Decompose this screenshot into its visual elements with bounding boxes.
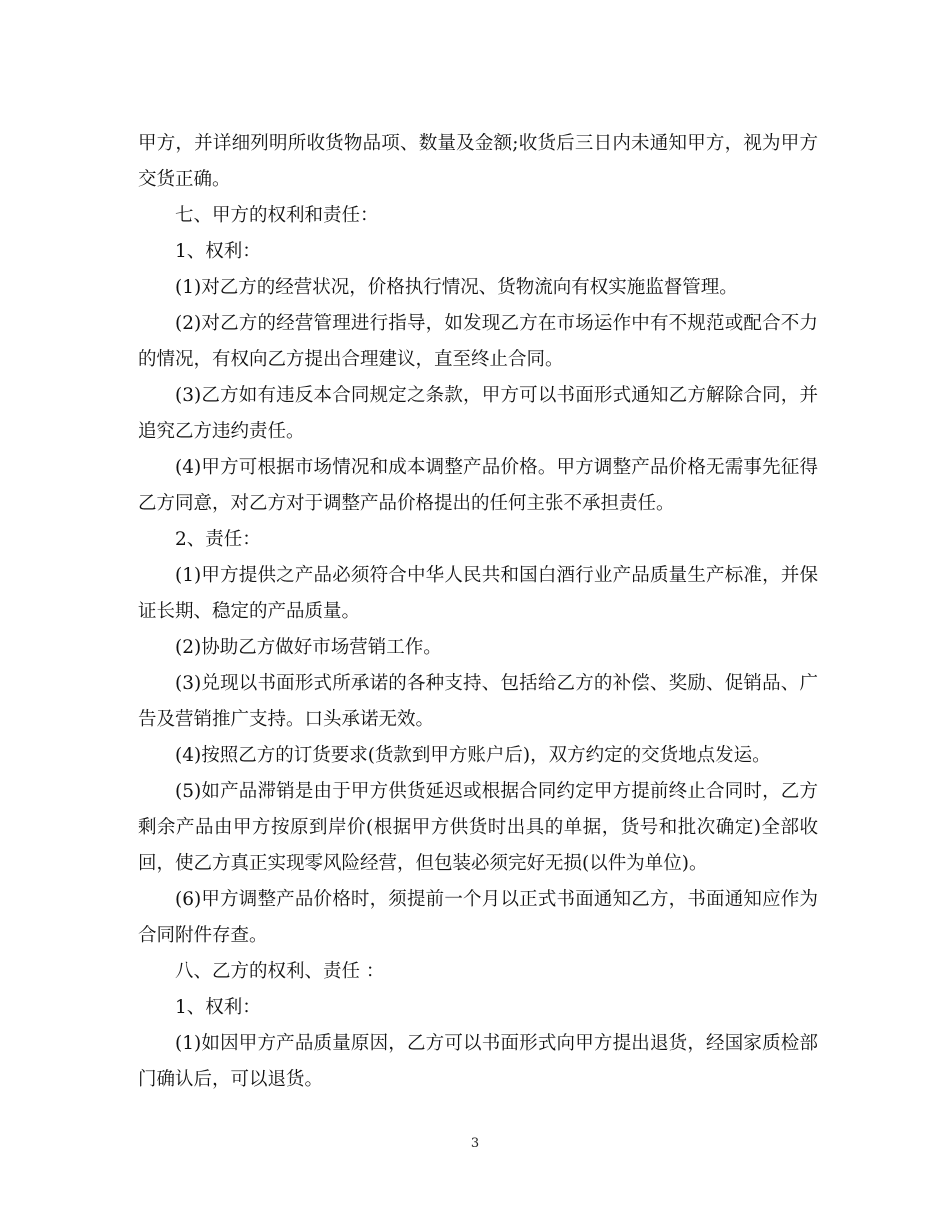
paragraph: (5)如产品滞销是由于甲方供货延迟或根据合同约定甲方提前终止合同时，乙方剩余产品由甲方按原到岸价(根据甲方供货时出具的单据，货号和批次确定)全部收回，使乙方真正实现零风险经营，但包装必须完好无损(以件为单位)。: [138, 781, 818, 874]
paragraph: (1)如因甲方产品质量原因，乙方可以书面形式向甲方提出退货，经国家质检部门确认后，可以退货。: [138, 1033, 818, 1090]
paragraph: (4)按照乙方的订货要求(货款到甲方账户后)，双方约定的交货地点发运。: [175, 745, 771, 766]
paragraph: (3)兑现以书面形式所承诺的各种支持、包括给乙方的补偿、奖励、促销品、广告及营销推广支持。口头承诺无效。: [138, 673, 818, 730]
paragraph: (2)协助乙方做好市场营销工作。: [175, 637, 442, 658]
paragraph: (6)甲方调整产品价格时，须提前一个月以正式书面通知乙方，书面通知应作为合同附件存查。: [138, 889, 818, 946]
subheading-rights: 1、权利：: [175, 241, 261, 262]
page-number: 3: [470, 1136, 480, 1151]
paragraph: (2)对乙方的经营管理进行指导，如发现乙方在市场运作中有不规范或配合不力的情况，有权向乙方提出合理建议，直至终止合同。: [138, 313, 818, 370]
paragraph: 甲方，并详细列明所收货物品项、数量及金额;收货后三日内未通知甲方，视为甲方交货正确。: [138, 133, 818, 190]
subheading-responsibilities: 2、责任：: [175, 529, 261, 550]
subheading-rights: 1、权利：: [175, 997, 261, 1018]
paragraph: (3)乙方如有违反本合同规定之条款，甲方可以书面形式通知乙方解除合同，并追究乙方违约责任。: [138, 385, 818, 442]
paragraph: (1)对乙方的经营状况，价格执行情况、货物流向有权实施监督管理。: [175, 277, 738, 298]
document-body: [138, 126, 818, 1098]
section-heading-8: 八、乙方的权利、责任 ：: [175, 961, 385, 982]
section-heading-7: 七、甲方的权利和责任：: [175, 205, 379, 226]
paragraph: (4)甲方可根据市场情况和成本调整产品价格。甲方调整产品价格无需事先征得乙方同意，对乙方对于调整产品价格提出的任何主张不承担责任。: [138, 457, 818, 514]
paragraph: (1)甲方提供之产品必须符合中华人民共和国白酒行业产品质量生产标准，并保证长期、稳定的产品质量。: [138, 565, 818, 622]
